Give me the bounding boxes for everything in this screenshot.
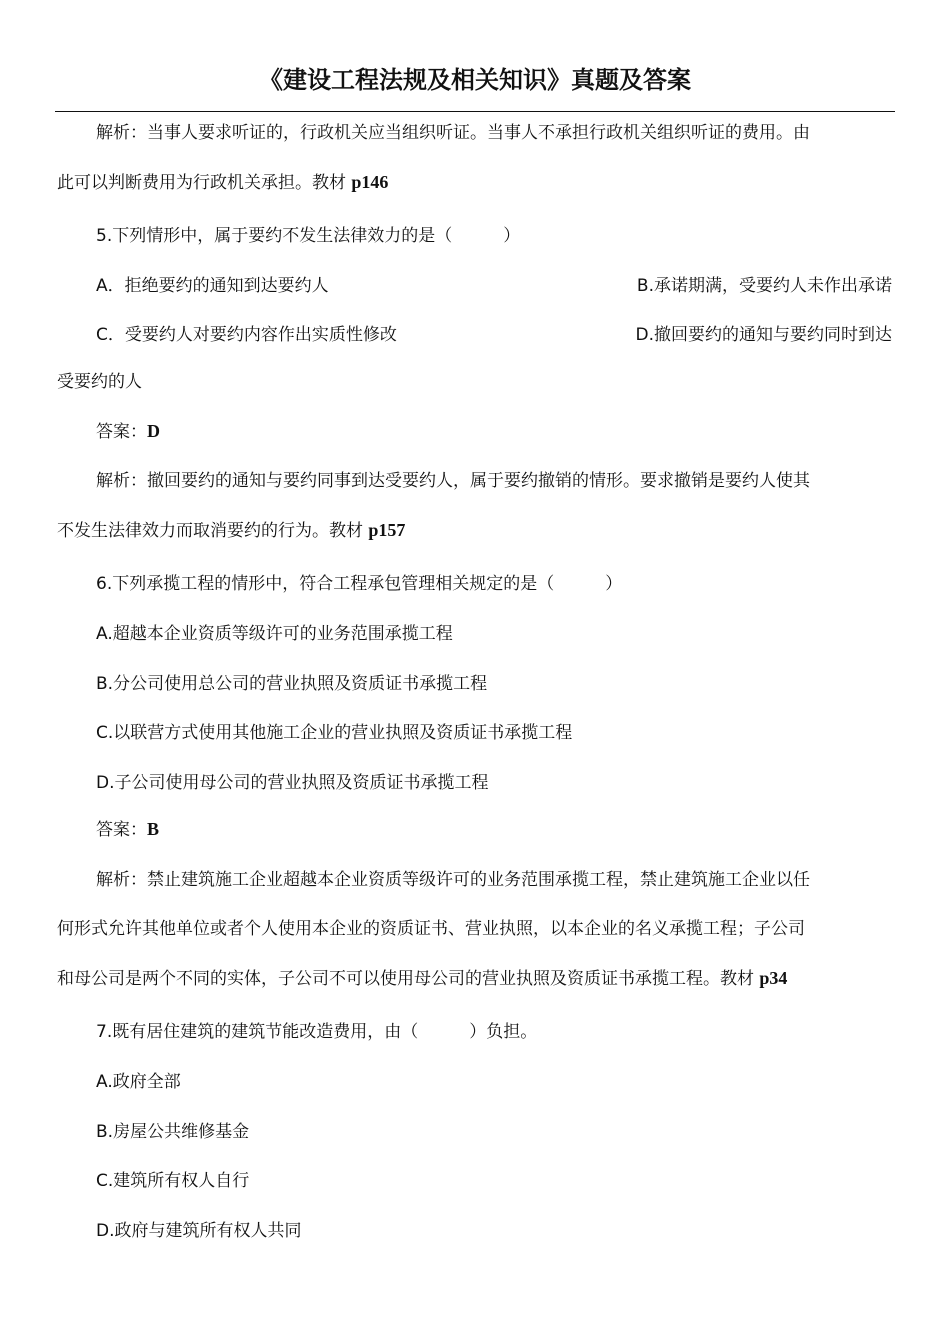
textbook-page-ref: p157: [368, 520, 406, 540]
analysis-line: [57, 967, 787, 990]
answer-label: 答案：: [96, 422, 147, 442]
answer-value: D: [147, 421, 160, 441]
answer-line: [96, 818, 159, 841]
question-stem: 6.下列承揽工程的情形中，符合工程承包管理相关规定的是（ ）: [96, 574, 623, 594]
document-title: 《建设工程法规及相关知识》真题及答案: [259, 66, 691, 94]
analysis-line: 解析：禁止建筑施工企业超越本企业资质等级许可的业务范围承揽工程，禁止建筑施工企业以任: [96, 870, 810, 890]
option-d: D.子公司使用母公司的营业执照及资质证书承揽工程: [96, 773, 489, 793]
analysis-line: 何形式允许其他单位或者个人使用本企业的资质证书、营业执照，以本企业的名义承揽工程；子公司: [57, 919, 805, 939]
analysis-line: [57, 171, 388, 194]
option-c: C．受要约人对要约内容作出实质性修改: [96, 325, 397, 345]
option-d-continuation: 受要约的人: [57, 372, 142, 392]
option-d: D.政府与建筑所有权人共同: [96, 1221, 302, 1241]
option-d: D.撤回要约的通知与要约同时到达: [635, 325, 892, 345]
answer-value: B: [147, 819, 160, 839]
option-a: A．拒绝要约的通知到达要约人: [96, 276, 329, 296]
option-b: B.房屋公共维修基金: [96, 1122, 250, 1142]
analysis-text: 此可以判断费用为行政机关承担。教材: [57, 173, 346, 193]
header-divider: [55, 111, 895, 112]
analysis-line: [57, 519, 405, 542]
question-stem: 7.既有居住建筑的建筑节能改造费用，由（ ）负担。: [96, 1022, 538, 1042]
option-a: A.政府全部: [96, 1072, 181, 1092]
textbook-page-ref: p146: [351, 172, 389, 192]
analysis-line: 解析：撤回要约的通知与要约同事到达受要约人，属于要约撤销的情形。要求撤销是要约人使其: [96, 471, 810, 491]
option-b: B.承诺期满，受要约人未作出承诺: [636, 276, 892, 296]
textbook-page-ref: p34: [759, 968, 788, 988]
answer-line: [96, 420, 160, 443]
answer-label: 答案：: [96, 820, 147, 840]
option-b: B.分公司使用总公司的营业执照及资质证书承揽工程: [96, 674, 488, 694]
option-c: C.建筑所有权人自行: [96, 1171, 250, 1191]
analysis-line: 解析：当事人要求听证的，行政机关应当组织听证。当事人不承担行政机关组织听证的费用。由: [96, 123, 810, 143]
question-stem: 5.下列情形中，属于要约不发生法律效力的是（ ）: [96, 226, 521, 246]
analysis-text: 不发生法律效力而取消要约的行为。教材: [57, 521, 363, 541]
option-c: C.以联营方式使用其他施工企业的营业执照及资质证书承揽工程: [96, 723, 573, 743]
analysis-text: 和母公司是两个不同的实体，子公司不可以使用母公司的营业执照及资质证书承揽工程。教材: [57, 969, 754, 989]
option-a: A.超越本企业资质等级许可的业务范围承揽工程: [96, 624, 453, 644]
